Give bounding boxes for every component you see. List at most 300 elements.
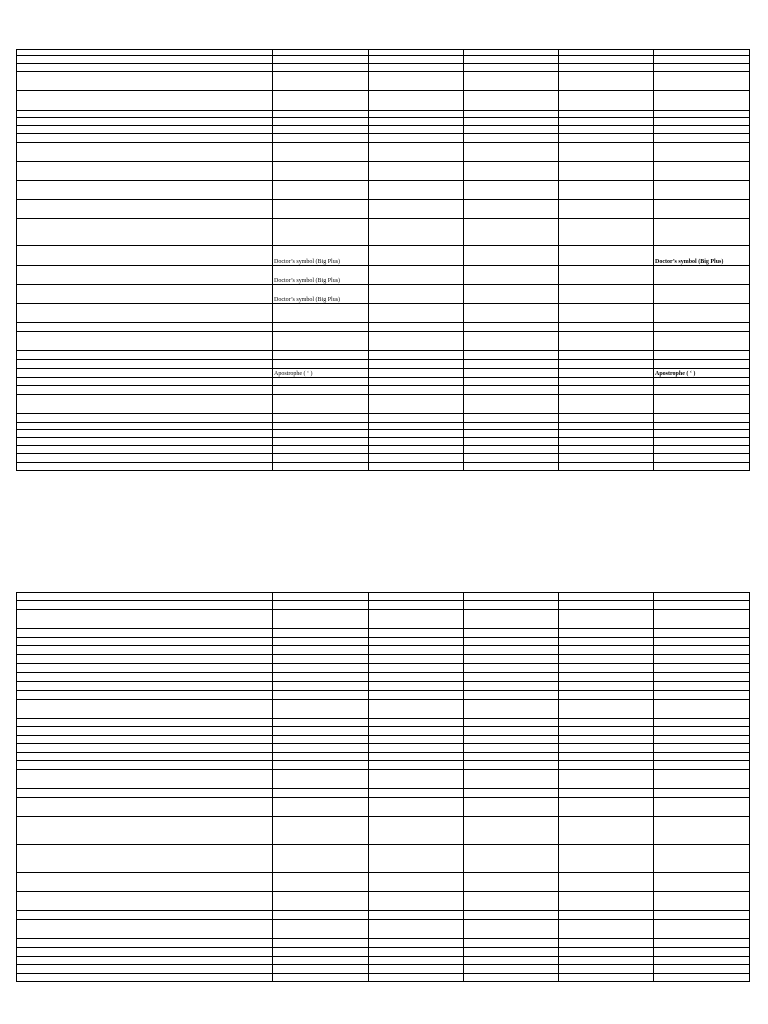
table-cell <box>17 789 273 798</box>
table-cell <box>17 638 273 646</box>
table-cell <box>17 655 273 664</box>
table-row <box>17 789 750 798</box>
table-cell <box>273 601 369 610</box>
table-row <box>17 438 750 446</box>
table-cell <box>464 629 559 638</box>
table-cell <box>17 664 273 673</box>
table-cell <box>464 974 559 982</box>
table-cell <box>464 332 559 351</box>
table-cell <box>369 438 464 446</box>
table-cell <box>654 111 750 118</box>
table-cell <box>559 430 654 438</box>
table-cell <box>654 892 750 911</box>
table-cell <box>369 789 464 798</box>
table-cell <box>559 414 654 423</box>
table-cell <box>559 246 654 266</box>
table-cell <box>559 719 654 727</box>
table-row <box>17 118 750 126</box>
table-cell <box>273 134 369 143</box>
table-cell <box>559 162 654 181</box>
table-cell <box>464 789 559 798</box>
table-cell <box>464 72 559 91</box>
table-cell <box>464 423 559 430</box>
table-cell <box>273 948 369 957</box>
table-cell <box>559 64 654 72</box>
table-row <box>17 323 750 332</box>
table-2 <box>16 592 750 982</box>
table-cell <box>654 64 750 72</box>
table-row <box>17 974 750 982</box>
table-cell <box>464 266 559 285</box>
table-cell: Apostrophe ( ‘ ) <box>654 369 750 378</box>
table-row <box>17 266 750 285</box>
table-row <box>17 817 750 845</box>
table-cell <box>559 181 654 200</box>
table-row <box>17 965 750 974</box>
table-cell <box>273 304 369 323</box>
table-cell <box>464 219 559 246</box>
table-cell <box>654 682 750 691</box>
table-cell <box>559 386 654 395</box>
table-cell <box>464 143 559 162</box>
table-cell <box>273 610 369 629</box>
table-cell <box>654 351 750 360</box>
table-cell <box>654 323 750 332</box>
table-cell <box>369 304 464 323</box>
table-cell <box>369 56 464 64</box>
table-cell <box>654 638 750 646</box>
table-cell <box>273 446 369 454</box>
table-row <box>17 463 750 471</box>
table-cell <box>559 143 654 162</box>
table-cell <box>654 304 750 323</box>
table-cell <box>464 64 559 72</box>
table-cell <box>273 378 369 386</box>
table-cell <box>369 423 464 430</box>
table-cell <box>17 266 273 285</box>
table-cell <box>17 369 273 378</box>
table-cell <box>273 72 369 91</box>
table-cell <box>464 948 559 957</box>
table-cell <box>559 351 654 360</box>
table-cell <box>464 56 559 64</box>
table-row <box>17 200 750 219</box>
table-cell <box>273 753 369 761</box>
table-cell <box>559 610 654 629</box>
table-cell <box>559 219 654 246</box>
table-cell <box>273 454 369 463</box>
table-cell <box>369 646 464 655</box>
table-cell <box>464 378 559 386</box>
table-cell <box>559 646 654 655</box>
table-cell <box>369 873 464 892</box>
table-cell <box>17 332 273 351</box>
table-cell <box>273 736 369 744</box>
table-cell <box>17 126 273 134</box>
table-cell <box>17 646 273 655</box>
table-cell <box>17 111 273 118</box>
table-cell <box>369 395 464 414</box>
table-cell <box>559 965 654 974</box>
table-cell <box>654 430 750 438</box>
table-cell <box>369 266 464 285</box>
table-cell <box>464 761 559 770</box>
table-cell <box>654 873 750 892</box>
table-cell <box>273 920 369 939</box>
table-cell <box>654 727 750 736</box>
table-cell <box>369 91 464 111</box>
table-row <box>17 414 750 423</box>
table-cell <box>273 200 369 219</box>
table-cell <box>273 719 369 727</box>
table-cell <box>17 873 273 892</box>
table-cell <box>559 845 654 873</box>
table-cell <box>273 873 369 892</box>
table-cell <box>654 181 750 200</box>
table-cell <box>17 939 273 948</box>
table-cell <box>369 957 464 965</box>
table-cell <box>559 395 654 414</box>
table-cell <box>369 332 464 351</box>
table-cell <box>17 920 273 939</box>
table-cell <box>369 948 464 957</box>
table-cell <box>559 463 654 471</box>
table-cell <box>559 629 654 638</box>
table-cell <box>17 610 273 629</box>
table-cell <box>369 610 464 629</box>
table-cell <box>17 438 273 446</box>
table-cell <box>273 646 369 655</box>
table-cell <box>17 414 273 423</box>
table-cell <box>464 351 559 360</box>
table-cell <box>654 770 750 789</box>
table-row <box>17 332 750 351</box>
table-cell <box>559 736 654 744</box>
table-cell <box>273 638 369 646</box>
table-cell <box>654 601 750 610</box>
table-cell <box>464 601 559 610</box>
table-cell <box>369 770 464 789</box>
table-row <box>17 911 750 920</box>
table-cell: Apostrophe ( ‘ ) <box>273 369 369 378</box>
table-row <box>17 219 750 246</box>
table-cell <box>273 219 369 246</box>
table-cell <box>654 423 750 430</box>
table-cell <box>559 911 654 920</box>
table-row <box>17 682 750 691</box>
table-cell <box>464 414 559 423</box>
table-cell <box>17 601 273 610</box>
table-cell <box>654 789 750 798</box>
table-cell <box>369 386 464 395</box>
table-cell <box>464 446 559 454</box>
table-cell <box>17 957 273 965</box>
table-cell <box>464 360 559 369</box>
table-cell <box>17 200 273 219</box>
table-cell <box>273 957 369 965</box>
table-row <box>17 673 750 682</box>
table-cell <box>273 664 369 673</box>
table-cell <box>17 351 273 360</box>
table-cell <box>273 789 369 798</box>
table-cell <box>369 798 464 817</box>
table-cell <box>559 304 654 323</box>
table-cell <box>273 111 369 118</box>
table-cell <box>559 126 654 134</box>
table-cell <box>654 395 750 414</box>
table-cell <box>369 134 464 143</box>
table-cell <box>654 700 750 719</box>
table-row <box>17 143 750 162</box>
table-cell <box>464 454 559 463</box>
table-cell <box>559 948 654 957</box>
table-cell <box>273 332 369 351</box>
table-row <box>17 761 750 770</box>
table-cell <box>559 91 654 111</box>
table-cell <box>273 463 369 471</box>
table-cell <box>17 700 273 719</box>
table-cell <box>17 892 273 911</box>
table-cell <box>654 948 750 957</box>
table-cell <box>273 64 369 72</box>
table-cell <box>559 892 654 911</box>
table-cell <box>654 72 750 91</box>
table-cell <box>17 430 273 438</box>
table-cell <box>559 727 654 736</box>
table-row <box>17 454 750 463</box>
table-cell <box>273 911 369 920</box>
table-cell <box>273 682 369 691</box>
table-cell <box>654 664 750 673</box>
table-cell <box>369 911 464 920</box>
table-cell <box>559 369 654 378</box>
table-cell <box>464 430 559 438</box>
table-cell <box>369 446 464 454</box>
table-cell <box>654 386 750 395</box>
table-row <box>17 655 750 664</box>
table-cell <box>273 430 369 438</box>
table-cell <box>369 369 464 378</box>
table-cell <box>559 939 654 948</box>
table-cell <box>559 957 654 965</box>
table-cell <box>273 423 369 430</box>
table-cell <box>369 892 464 911</box>
table-cell <box>654 939 750 948</box>
table-cell <box>17 911 273 920</box>
table-cell <box>369 430 464 438</box>
table-cell <box>273 673 369 682</box>
table-cell <box>369 700 464 719</box>
table-cell <box>464 845 559 873</box>
table-cell <box>369 817 464 845</box>
table-cell <box>17 761 273 770</box>
table-cell <box>17 246 273 266</box>
table-cell <box>369 72 464 91</box>
table-cell <box>273 386 369 395</box>
table-cell <box>559 682 654 691</box>
table-cell <box>464 369 559 378</box>
table-row <box>17 691 750 700</box>
table-row <box>17 181 750 200</box>
table-cell <box>17 56 273 64</box>
table-cell <box>369 143 464 162</box>
table-row <box>17 304 750 323</box>
table-cell <box>17 360 273 369</box>
table-cell <box>369 691 464 700</box>
table-row <box>17 126 750 134</box>
table-row <box>17 753 750 761</box>
table-cell <box>273 727 369 736</box>
table-cell <box>654 817 750 845</box>
table-cell <box>273 761 369 770</box>
table-cell <box>17 770 273 789</box>
table-cell <box>273 181 369 200</box>
table-cell <box>273 395 369 414</box>
table-cell <box>17 386 273 395</box>
table-cell <box>654 719 750 727</box>
table-cell <box>654 845 750 873</box>
table-cell <box>369 111 464 118</box>
table-row <box>17 646 750 655</box>
table-cell <box>654 920 750 939</box>
table-cell <box>654 219 750 246</box>
table-cell <box>273 892 369 911</box>
table-cell <box>464 770 559 789</box>
table-cell <box>464 965 559 974</box>
table-cell <box>654 118 750 126</box>
table-row <box>17 629 750 638</box>
table-row <box>17 395 750 414</box>
table-cell <box>17 682 273 691</box>
table-cell <box>464 673 559 682</box>
table-cell <box>369 744 464 753</box>
table-row <box>17 111 750 118</box>
table-cell <box>17 744 273 753</box>
table-cell <box>559 673 654 682</box>
table-cell <box>654 753 750 761</box>
table-cell <box>369 414 464 423</box>
table-cell <box>654 143 750 162</box>
table-cell <box>559 789 654 798</box>
table-cell <box>654 655 750 664</box>
table-cell <box>273 351 369 360</box>
table-cell <box>17 727 273 736</box>
table-cell <box>369 463 464 471</box>
table-cell <box>464 939 559 948</box>
table-cell <box>273 974 369 982</box>
table-cell <box>464 91 559 111</box>
table-row <box>17 638 750 646</box>
table-cell <box>17 691 273 700</box>
table-cell <box>17 629 273 638</box>
table-cell <box>654 126 750 134</box>
table-2-body <box>17 593 750 982</box>
table-cell <box>654 91 750 111</box>
table-cell <box>464 386 559 395</box>
table-row <box>17 736 750 744</box>
table-cell <box>654 285 750 304</box>
table-cell <box>654 162 750 181</box>
table-cell <box>273 691 369 700</box>
table-cell <box>17 378 273 386</box>
table-row <box>17 892 750 911</box>
table-cell <box>369 736 464 744</box>
table-cell <box>17 219 273 246</box>
table-cell <box>559 438 654 446</box>
table-row <box>17 845 750 873</box>
table-cell <box>464 817 559 845</box>
table-row <box>17 285 750 304</box>
table-row <box>17 423 750 430</box>
table-cell <box>464 118 559 126</box>
table-row <box>17 798 750 817</box>
table-cell <box>559 798 654 817</box>
table-cell <box>654 134 750 143</box>
table-cell <box>559 638 654 646</box>
table-cell <box>559 423 654 430</box>
table-cell: Doctor’s symbol (Big Plus) <box>273 285 369 304</box>
table-cell <box>17 134 273 143</box>
table-cell <box>654 673 750 682</box>
table-cell <box>369 719 464 727</box>
table-cell <box>369 629 464 638</box>
table-cell <box>654 378 750 386</box>
table-cell <box>464 798 559 817</box>
table-cell <box>654 266 750 285</box>
table-cell <box>17 454 273 463</box>
table-cell <box>559 601 654 610</box>
table-cell <box>654 610 750 629</box>
table-cell: Doctor’s symbol (Big Plus) <box>654 246 750 266</box>
table-cell <box>464 700 559 719</box>
table-cell <box>369 638 464 646</box>
table-cell <box>273 939 369 948</box>
table-cell <box>17 798 273 817</box>
table-cell <box>273 143 369 162</box>
table-cell <box>17 181 273 200</box>
table-cell <box>559 332 654 351</box>
table-cell <box>559 700 654 719</box>
table-cell <box>17 162 273 181</box>
table-cell <box>654 414 750 423</box>
table-cell <box>654 965 750 974</box>
table-cell <box>369 920 464 939</box>
table-cell <box>369 727 464 736</box>
table-row <box>17 873 750 892</box>
table-cell <box>273 965 369 974</box>
table-cell <box>654 200 750 219</box>
table-cell <box>464 719 559 727</box>
table-cell <box>369 939 464 948</box>
table-cell <box>273 770 369 789</box>
table-cell <box>559 134 654 143</box>
table-cell <box>559 200 654 219</box>
table-cell <box>654 463 750 471</box>
table-row <box>17 351 750 360</box>
table-row <box>17 593 750 601</box>
table-cell <box>559 761 654 770</box>
table-cell <box>464 246 559 266</box>
table-cell <box>273 162 369 181</box>
table-cell <box>464 957 559 965</box>
table-cell <box>464 920 559 939</box>
table-cell <box>464 126 559 134</box>
table-cell <box>559 753 654 761</box>
table-cell <box>654 593 750 601</box>
table-row <box>17 920 750 939</box>
table-cell <box>464 593 559 601</box>
table-row <box>17 727 750 736</box>
